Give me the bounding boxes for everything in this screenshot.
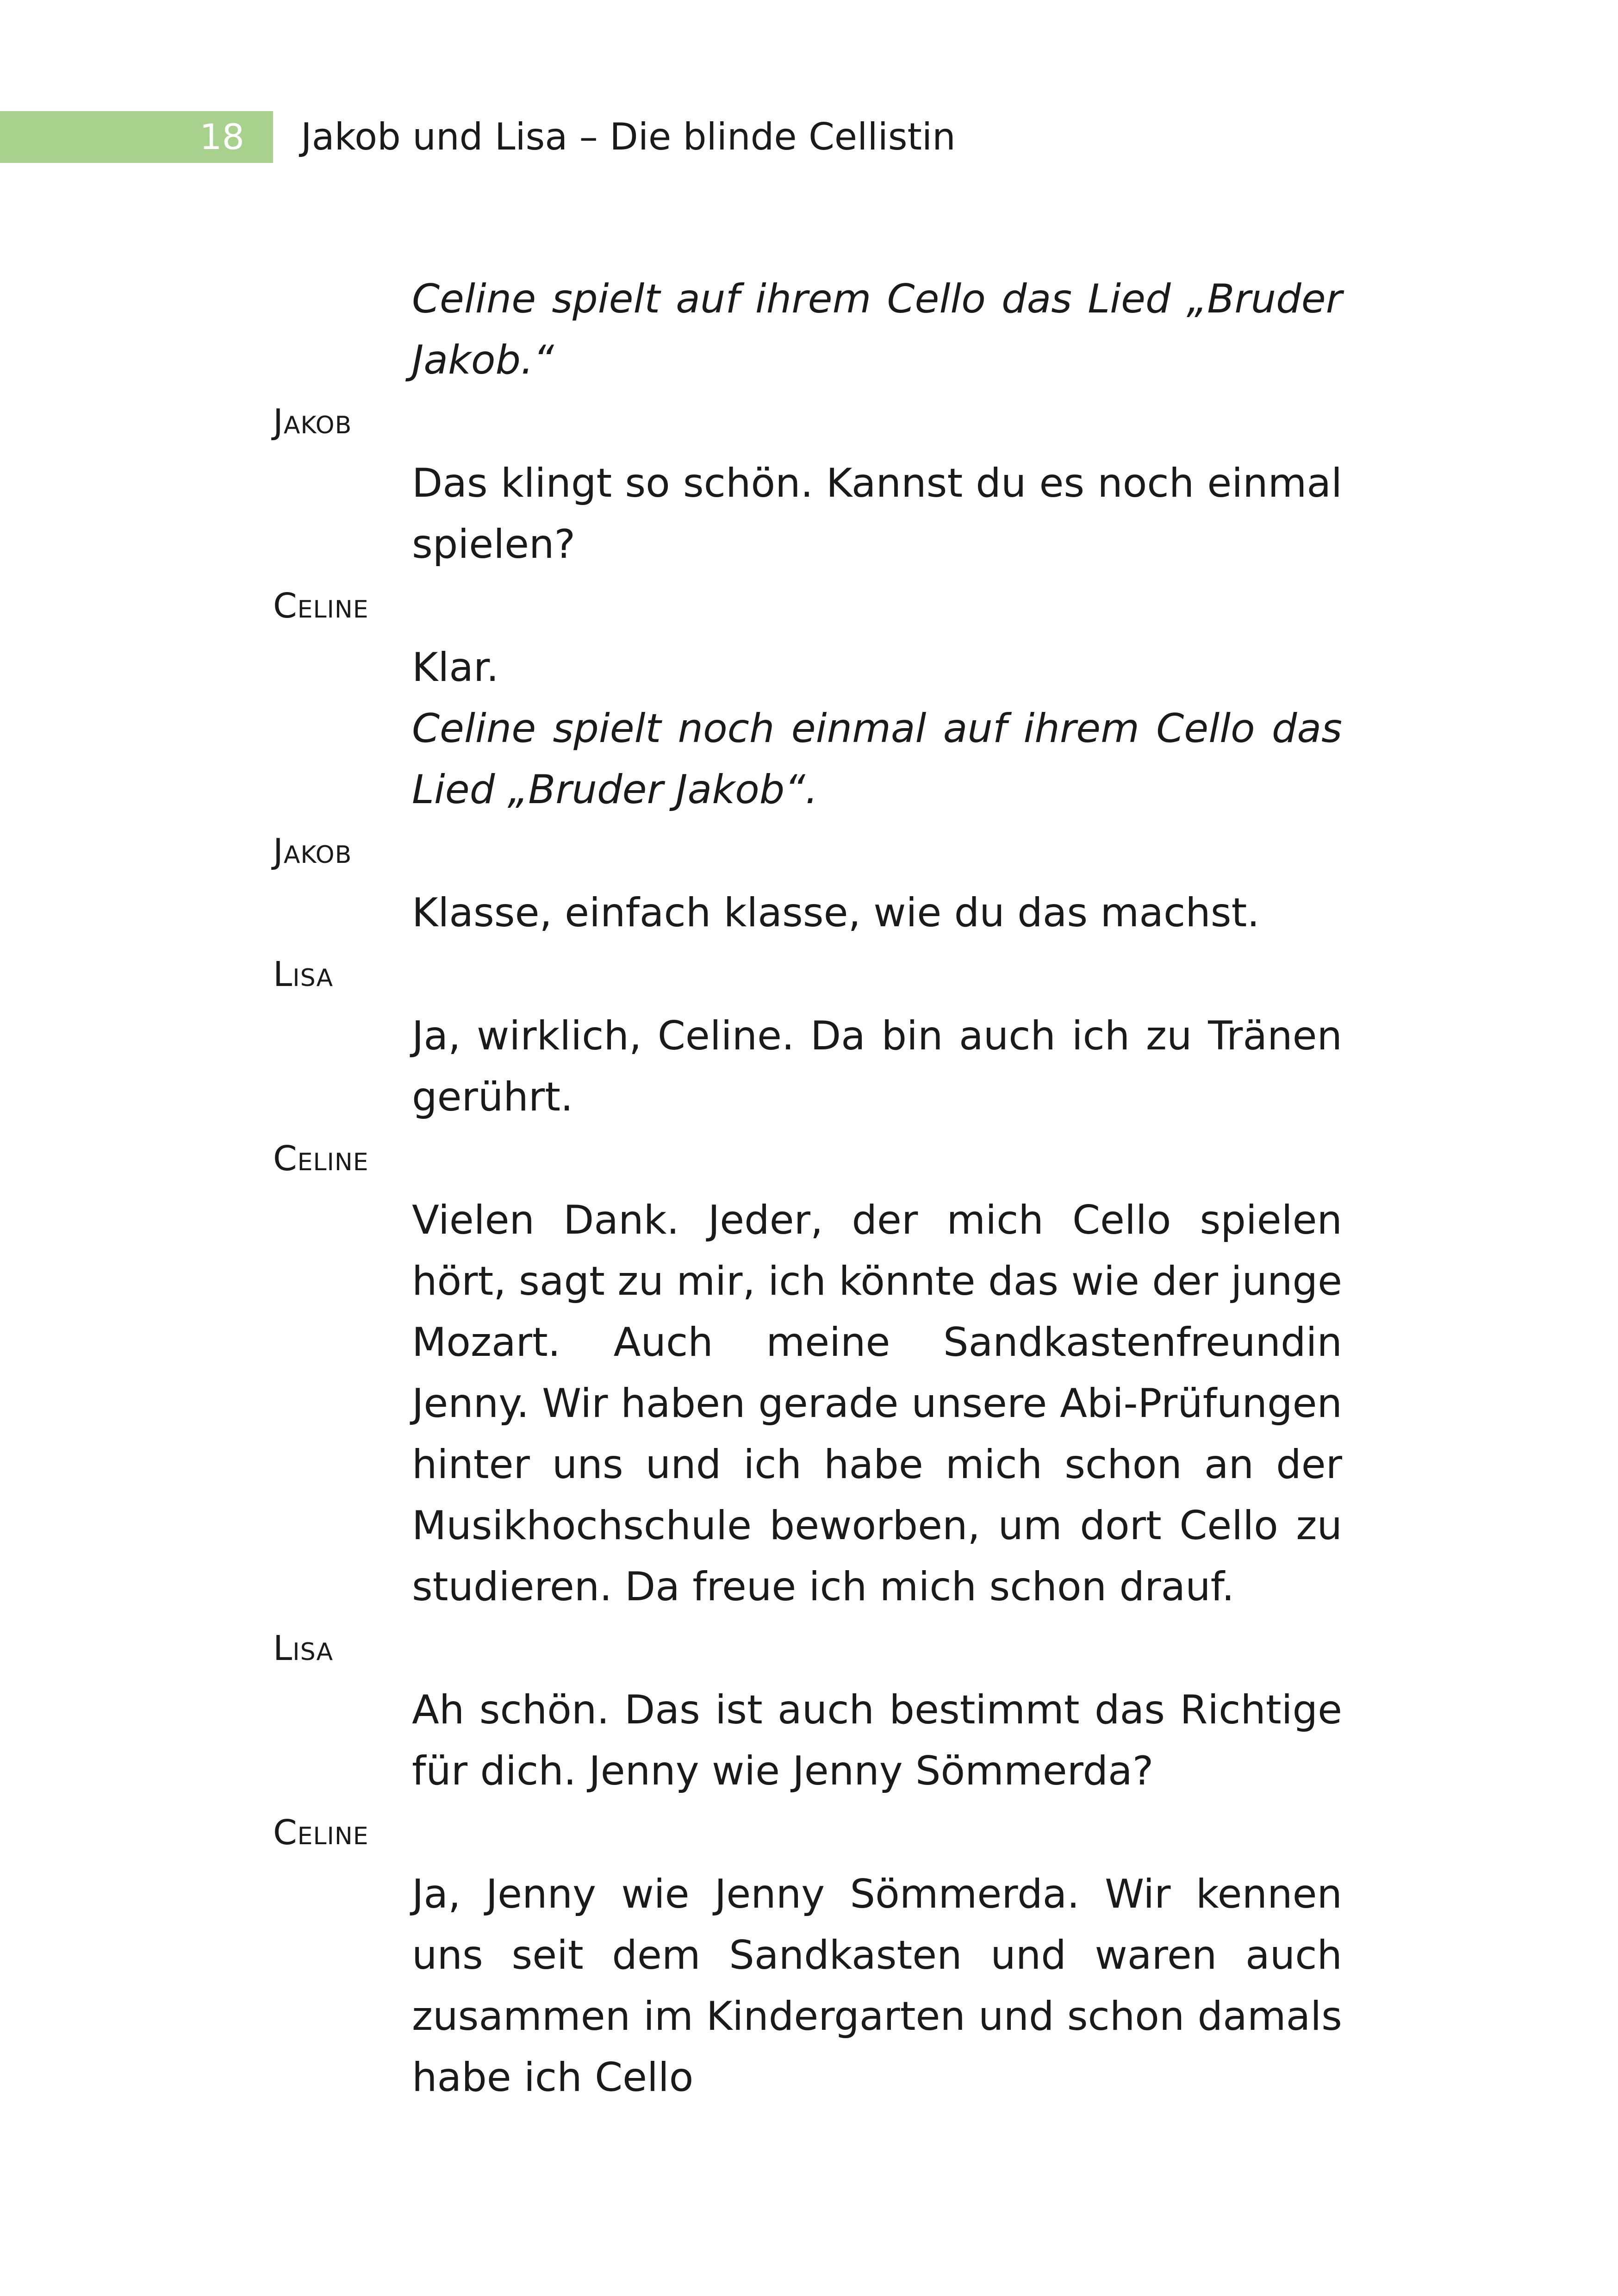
dialogue-line: Das klingt so schön. Kannst du es noch einmal spielen? — [412, 460, 1342, 568]
dialogue-line: Ah schön. Das ist auch bestimmt das Richtige für dich. Jenny wie Jenny Sömmerda? — [412, 1687, 1342, 1794]
stage-direction: Celine spielt noch einmal auf ihrem Cello das Lied „Bruder Jakob“. — [412, 705, 1342, 813]
dialogue-line: Ja, wirklich, Celine. Da bin auch ich zu Tränen gerührt. — [412, 1013, 1342, 1120]
speaker-name: Celine — [273, 586, 369, 626]
speaker-name: Lisa — [273, 955, 334, 994]
speaker-name: Celine — [273, 1813, 369, 1853]
dialogue-line: Klasse, einfach klasse, wie du das machst. — [412, 890, 1260, 936]
speaker-name: Celine — [273, 1139, 369, 1179]
speaker-name: Lisa — [273, 1628, 334, 1668]
speaker-name: Jakob — [273, 831, 352, 871]
dialogue-line: Klar. — [412, 644, 499, 691]
script-body — [0, 268, 1618, 2108]
stage-direction: Celine spielt auf ihrem Cello das Lied „Bruder Jakob.“ — [412, 276, 1342, 383]
dialogue-line: Vielen Dank. Jeder, der mich Cello spielen hört, sagt zu mir, ich könnte das wie der junge Mozart. Auch meine Sandkastenfreundin Jenny. Wir haben gerade unsere Abi-Prüfungen hinter uns und ich habe mich schon an der Musikhochschule beworben, um dort Cello zu studieren. Da freue ich mich schon drauf. — [412, 1197, 1342, 1610]
page-number: 18 — [199, 116, 244, 157]
speaker-name: Jakob — [273, 402, 352, 442]
running-header-title: Jakob und Lisa – Die blinde Cellistin — [301, 115, 956, 158]
dialogue-line: Ja, Jenny wie Jenny Sömmerda. Wir kennen uns seit dem Sandkasten und waren auch zusammen im Kindergarten und schon damals habe ich Cello — [412, 1871, 1342, 2101]
